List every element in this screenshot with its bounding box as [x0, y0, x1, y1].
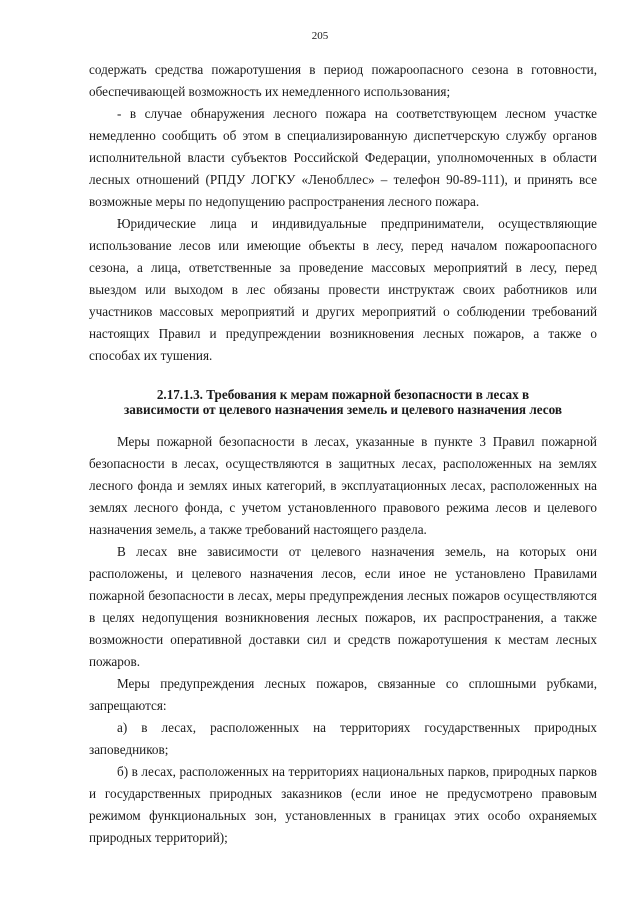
page-number: 205	[311, 30, 329, 42]
paragraph: а) в лесах, расположенных на территориях государственных природных заповедников;	[89, 720, 597, 757]
paragraph: Меры предупреждения лесных пожаров, связанные со сплошными рубками, запрещаются:	[89, 676, 597, 713]
document-body	[89, 59, 597, 849]
section-heading	[89, 387, 597, 417]
paragraph: В лесах вне зависимости от целевого назначения земель, на которых они расположены, и целевого назначения лесов, если иное не установлено Правилами пожарной безопасности в лесах, меры предупреждения лесных пожаров осуществляются в целях недопущения возникновения лесных пожаров, их распространения, а также возможности оперативной доставки сил и средств пожаротушения к местам лесных пожаров.	[89, 544, 597, 669]
paragraph: б) в лесах, расположенных на территориях национальных парков, природных парков и государственных природных заказников (если иное не предусмотрено правовым режимом функциональных зон, установленных в границах этих особо охраняемых природных территорий);	[89, 764, 597, 845]
section-heading-line-2: зависимости от целевого назначения земель и целевого назначения лесов	[124, 402, 562, 417]
paragraph: - в случае обнаружения лесного пожара на соответствующем лесном участке немедленно сообщить об этом в специализированную диспетчерскую службу органов исполнительной власти субъектов Российской Федерации, уполномоченных в области лесных отношений (РПДУ ЛОГКУ «Ленобллес» – телефон 90-89-111), и принять все возможные меры по недопущению распространения лесного пожара.	[89, 106, 597, 209]
paragraph: Меры пожарной безопасности в лесах, указанные в пункте 3 Правил пожарной безопасности в лесах, осуществляются в защитных лесах, расположенных на землях лесного фонда и землях иных категорий, в эксплуатационных лесах, расположенных на землях лесного фонда, с учетом установленного правового режима лесов и целевого назначения земель, а также требований настоящего раздела.	[89, 434, 597, 537]
section-heading-line-1: 2.17.1.3. Требования к мерам пожарной безопасности в лесах в	[156, 387, 530, 402]
paragraph: Юридические лица и индивидуальные предприниматели, осуществляющие использование лесов или имеющие объекты в лесу, перед началом пожароопасного сезона, а лица, ответственные за проведение массовых мероприятий в лесу, перед выездом или выходом в лес обязаны провести инструктаж своих работников или участников массовых мероприятий и других мероприятий о соблюдении требований настоящих Правил и предупреждении возникновения лесных пожаров, а также о способах их тушения.	[89, 216, 597, 363]
paragraph: содержать средства пожаротушения в период пожароопасного сезона в готовности, обеспечивающей возможность их немедленного использования;	[89, 62, 597, 99]
